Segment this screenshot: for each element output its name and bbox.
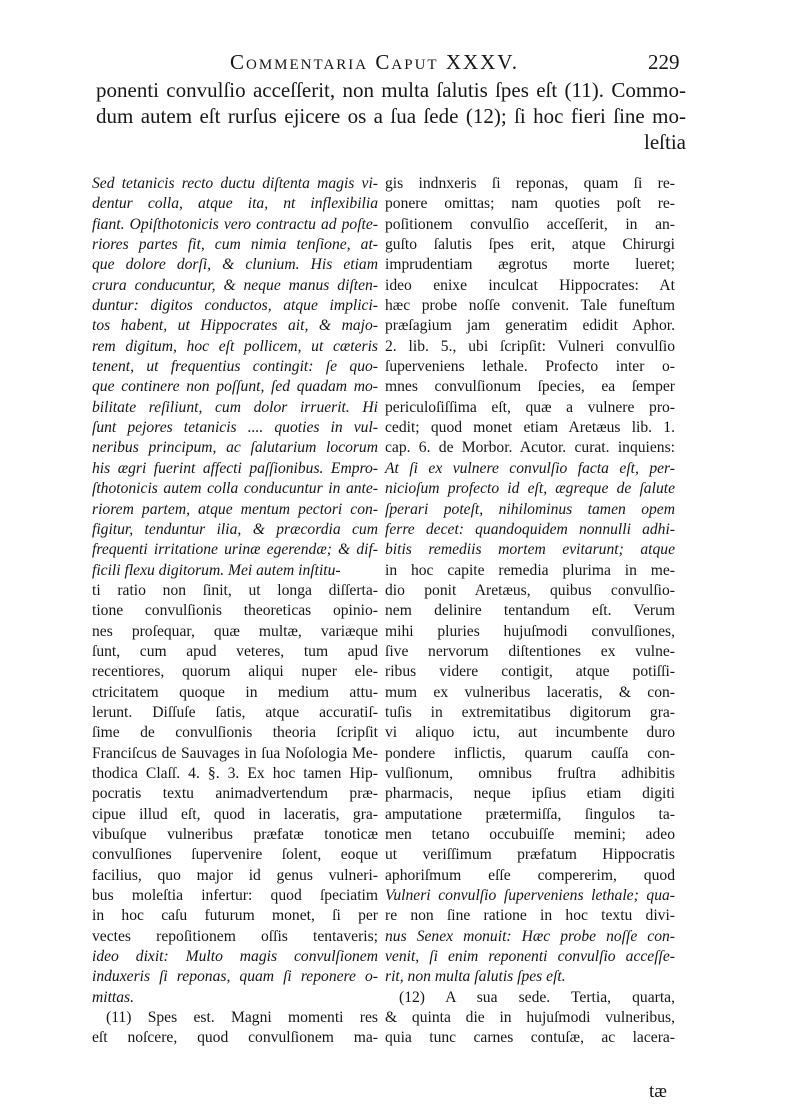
column-line: venit, ſi enim reponenti convulſio acceſſe- [385,948,675,966]
column-line: mnes convulſionum ſpecies, ea ſemper [385,378,675,396]
column-line: amputatione prætermiſſa, ſingulos ta- [385,805,675,823]
column-line: Vulneri convulſio ſuperveniens lethale; qua- [385,887,675,905]
column-line: mum ex vulneribus laceratis, & con- [385,683,675,701]
column-line: periculoſiſſima eſt, quæ a vulnere pro- [385,398,675,416]
column-line: eſt noſcere, quod convulſionem ma- [92,1029,378,1047]
catchword: tæ [649,1081,667,1102]
right-column [385,174,675,1049]
column-line: que dolore dorſi, & clunium. His etiam [92,256,378,274]
column-line: convulſiones ſupervenire ſolent, eoque [92,846,378,864]
column-line: crura conducuntur, & neque manus diſten- [92,276,378,294]
column-line: ſuperveniens lethale. Profecto inter o- [385,358,675,376]
column-line: ſunt pejores tetanicis .... quoties in vul- [92,419,378,437]
column-line: guſto ſalutis ſpes erit, atque Chirurgi [385,236,675,254]
column-line: riorem partem, atque mentum pectori con- [92,500,378,518]
column-line: mihi pluries hujuſmodi convulſiones, [385,622,675,640]
column-line: vi aliquo ictu, aut incumbente duro [385,724,675,742]
column-line: quia tunc carnes contuſæ, ac lacera- [385,1029,675,1047]
column-line: vectes repoſitionem oſſis tentaveris; [92,927,378,945]
column-line: fiant. Opiſthotonicis vero contractu ad poſte- [92,215,378,233]
column-line: men tetano occubuiſſe memini; adeo [385,826,675,843]
column-line: At ſi ex vulnere convulſio facta eſt, per- [385,459,675,477]
running-head: Commentaria Caput XXXV. [230,50,520,74]
top-line: leſtia [644,130,686,154]
column-line: his ægri fuerint affecti paſſionibus. Empro- [92,459,378,477]
left-column [92,174,378,1049]
column-line: ideo enixe inculcat Hippocrates: At [385,276,675,294]
column-line: pondere inflictis, quarum cauſſa con- [385,744,675,762]
column-line: aphoriſmum eſſe compererim, quod [385,866,675,884]
column-line: Sed tetanicis recto ductu diſtenta magis vi- [92,175,378,192]
column-line: vibuſque vulneribus præfatæ tonoticæ [92,826,378,843]
column-line: que continere non poſſunt, ſed quadam mo- [92,378,378,396]
column-line: bilitate reſiliunt, cum dolor irruerit. Hi [92,398,378,416]
column-line: figitur, tenduntur ilia, & præcordia cum [92,520,378,538]
column-line: vulſionum, omnibus fruſtra adhibitis [385,764,675,782]
column-line: lerunt. Diſſuſe ſatis, atque accuratiſ- [92,703,378,721]
column-line: facilius, quo major id genus vulneri- [92,866,378,884]
column-line: nes proſequar, quæ multæ, variæque [92,622,378,640]
column-line: ut veriſſimum præfatum Hippocratis [385,846,675,864]
column-line: dio ponit Aretæus, quibus convulſio- [385,581,675,599]
column-line: nicioſum profecto id eſt, ægreque de ſalute [385,480,675,498]
column-line: poſitionem convulſio acceſſerit, in an- [385,215,675,233]
column-line: tuſis in extremitatibus digitorum gra- [385,703,675,721]
column-line: mittas. [92,988,135,1006]
top-paragraph [96,77,686,155]
top-line: ponenti convulſio acceſſerit, non multa ſalutis ſpes eſt (11). Commo- [96,78,686,102]
column-line: rem digitum, hoc eſt pollicem, ut cæteris [92,337,378,355]
column-line: ti ratio non ſinit, ut longa diſſerta- [92,581,378,599]
column-line: induxeris ſi reponas, quam ſi reponere o- [92,968,378,986]
column-line: recentiores, quorum aliqui nuper ele- [92,663,378,681]
column-line: in hoc capite remedia plurima in me- [385,561,675,579]
column-line: imprudentiam ægrotus morte lueret; [385,256,675,274]
column-line: nus Senex monuit: Hæc probe noſſe con- [385,927,675,945]
column-line: duntur: digitos conductos, atque implici- [92,297,378,315]
page-number: 229 [648,50,680,74]
column-line: 2. lib. 5., ubi ſcripſit: Vulneri convulſio [385,337,675,355]
column-line: ferre decet: quandoquidem nonnulli adhi- [385,520,675,538]
column-line: (12) A sua sede. Tertia, quarta, [399,988,675,1006]
column-line: ctricitatem quoque in medium attu- [92,683,378,701]
column-line: re non ſine ratione in hoc textu divi- [385,907,675,925]
column-line: præſagium jam generatim edidit Aphor. [385,317,675,335]
column-line: ſime de convulſionis theoria ſcripſit [92,724,378,742]
column-line: rit, non multa ſalutis ſpes eſt. [385,968,566,986]
column-line: cedit; quod monet etiam Aretæus lib. 1. [385,419,675,437]
column-line: cipue illud eſt, quod in laceratis, gra- [92,805,378,823]
column-line: (11) Spes est. Magni momenti res [106,1009,378,1027]
column-line: ribus videre contigit, atque potiſſi- [385,663,675,681]
top-line: dum autem eſt rurſus ejicere os a ſua ſede (12); ſi hoc fieri ſine mo- [96,104,686,128]
column-line: pocratis textu animadvertendum præ- [92,785,378,803]
column-line: ideo dixit: Multo magis convulſionem [92,948,378,966]
column-line: ſive nervorum diſtentiones ex vulne- [385,642,675,660]
column-line: pharmacis, neque ipſius etiam digiti [385,785,675,803]
column-line: Franciſcus de Sauvages in ſua Noſologia Me- [92,744,378,762]
column-line: neribus principum, ac ſalutarium locorum [92,439,378,457]
column-line: hæc probe noſſe convenit. Tale funeſtum [385,297,675,315]
column-line: ſthotonicis autem colla conducuntur in ante- [92,480,378,498]
column-line: tos habent, ut Hippocrates ait, & majo- [92,317,378,335]
column-line: gis indnxeris ſi reponas, quam ſi re- [385,175,675,192]
column-line: bus moleſtia infertur: quod ſpeciatim [92,887,378,905]
column-line: thodica Claſſ. 4. §. 3. Ex hoc tamen Hip- [92,764,378,782]
column-line: ſperari poteſt, nihilominus tamen opem [385,500,675,518]
column-line: bitis remediis mortem evitarunt; atque [385,541,675,559]
column-line: in hoc caſu futurum monet, ſi per [92,907,378,925]
column-line: dentur colla, atque ita, nt inflexibilia [92,195,378,213]
column-line: tione convulſionis theoreticas opinio- [92,602,378,620]
column-line: ponere omittas; nam quoties poſt re- [385,195,675,213]
column-line: riores partes fit, cum nimia tenſione, at- [92,236,378,254]
column-line: cap. 6. de Morbor. Acutor. curat. inquiens: [385,439,675,457]
column-line: & quinta die in hujuſmodi vulneribus, [385,1009,675,1027]
column-line: frequenti irritatione urinæ egerendæ; & dif- [92,541,378,559]
column-line: ficili flexu digitorum. Mei autem inſtitu- [92,561,341,579]
column-line: nem delinire tentandum eſt. Verum [385,602,675,620]
column-line: ſunt, cum apud veteres, tum apud [92,642,378,660]
column-line: tenent, ut frequentius contingit: ſe quo- [92,358,378,376]
